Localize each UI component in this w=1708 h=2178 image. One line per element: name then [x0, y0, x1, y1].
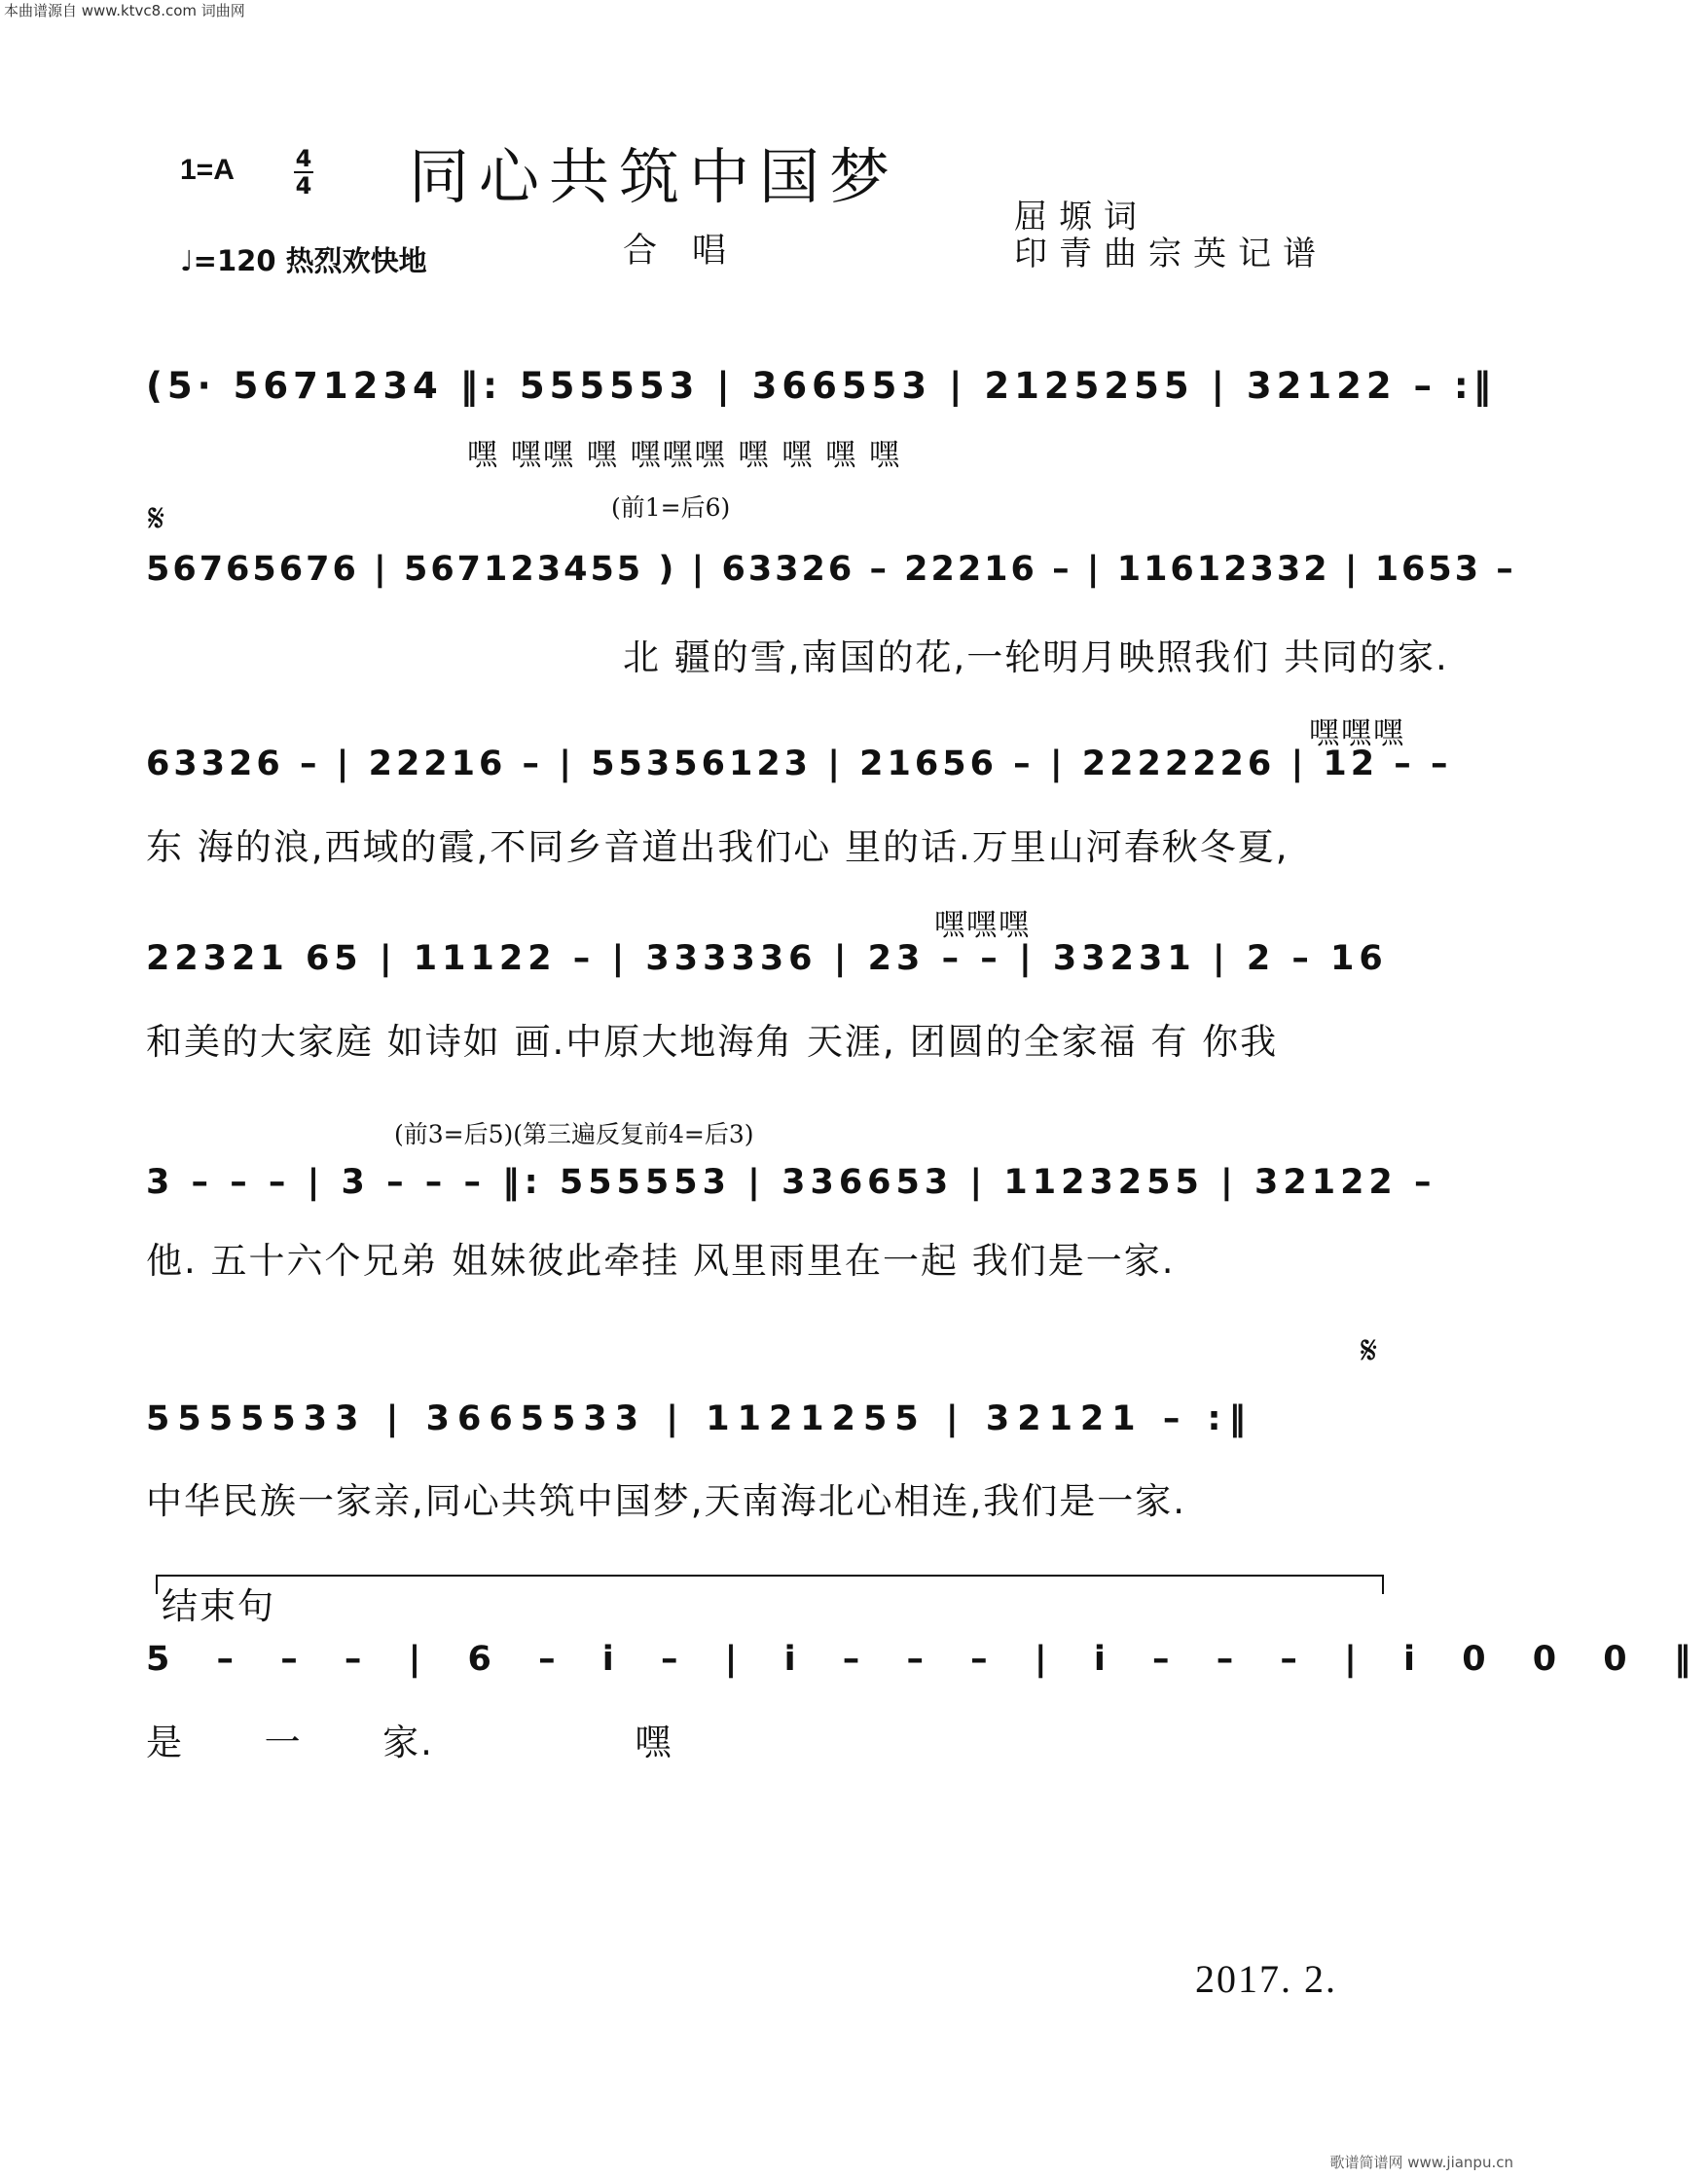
score-system-1-lyrics: 嘿 嘿嘿 嘿 嘿嘿嘿 嘿 嘿 嘿 嘿 — [467, 438, 901, 473]
hey-annotation-2: 嘿嘿嘿 — [934, 908, 1031, 943]
lyricist-credit: 屈塬词 — [1014, 198, 1148, 236]
song-title: 同心共筑中国梦 — [409, 141, 900, 212]
score-system-1-notes: (5· 5671234 ‖: 555553 | 366553 | 2125255 | 32122 – :‖ — [146, 365, 1497, 407]
score-system-2-lyrics: 北 疆的雪,南国的花,一轮明月映照我们 共同的家. — [623, 636, 1449, 678]
time-signature-bottom: 4 — [295, 172, 312, 200]
score-system-3-notes: 63326 – | 22216 – | 55356123 | 21656 – | 2222226 | 12 – – — [146, 744, 1452, 783]
key-change-annotation: (前1=后6) — [611, 493, 731, 522]
segno-sign: 𝄋 — [148, 496, 165, 541]
score-system-7-lyrics: 是 一 家. 嘿 — [146, 1722, 673, 1763]
score-system-4-notes: 22321 65 | 11122 – | 333336 | 23 – – | 33231 | 2 – 16 — [146, 939, 1388, 978]
time-signature-top: 4 — [295, 145, 312, 172]
segno-sign-end: 𝄋 — [1361, 1328, 1378, 1373]
score-system-3-lyrics: 东 海的浪,西域的霞,不同乡音道出我们心 里的话.万里山河春秋冬夏, — [146, 826, 1290, 868]
score-system-6-notes: 5555533 | 3665533 | 1121255 | 32121 – :‖ — [146, 1399, 1254, 1438]
tempo-marking: ♩=120 热烈欢快地 — [180, 244, 427, 277]
score-system-4-lyrics: 和美的大家庭 如诗如 画.中原大地海角 天涯, 团圆的全家福 有 你我 — [146, 1021, 1279, 1063]
ending-bracket — [156, 1575, 1384, 1594]
source-header: 本曲谱源自 www.ktvc8.com 词曲网 — [4, 2, 245, 19]
time-signature — [292, 146, 315, 199]
composer-credit: 印青曲宗英记谱 — [1014, 235, 1327, 273]
repeat-annotation: (前3=后5)(第三遍反复前4=后3) — [394, 1120, 754, 1148]
hey-annotation-1: 嘿嘿嘿 — [1309, 716, 1405, 751]
watermark: 歌谱简谱网 www.jianpu.cn — [1329, 2154, 1513, 2171]
score-system-6-lyrics: 中华民族一家亲,同心共筑中国梦,天南海北心相连,我们是一家. — [146, 1480, 1187, 1522]
score-system-2-notes: 56765676 | 567123455 ) | 63326 – 22216 – | 11612332 | 1653 – — [146, 550, 1516, 589]
ending-label: 结束句 — [162, 1585, 275, 1627]
form-label: 合唱 — [623, 232, 762, 271]
score-date: 2017. 2. — [1195, 1957, 1337, 2001]
score-system-7-notes: 5 – – – | 6 – i – | i – – – | i – – – | i 0 0 0 ‖ — [146, 1640, 1708, 1679]
key-signature: 1=A — [180, 154, 235, 186]
score-system-5-lyrics: 他. 五十六个兄弟 姐妹彼此牵挂 风里雨里在一起 我们是一家. — [146, 1240, 1176, 1282]
score-system-5-notes: 3 – – – | 3 – – – ‖: 555553 | 336653 | 1123255 | 32122 – — [146, 1163, 1436, 1202]
